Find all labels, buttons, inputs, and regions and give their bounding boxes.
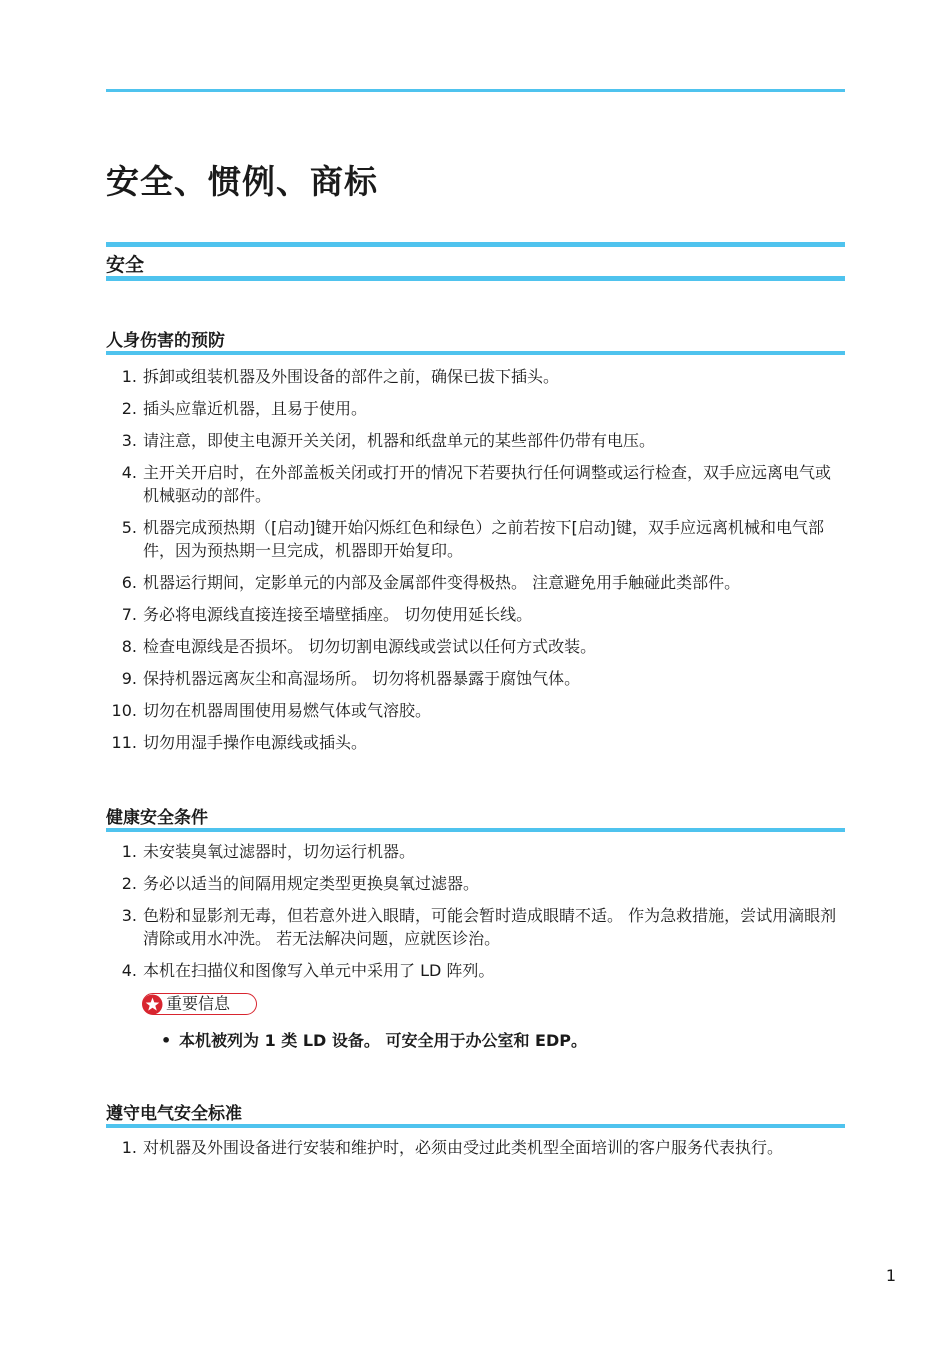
list-item — [106, 699, 845, 722]
item-number: 5. — [121, 518, 137, 537]
important-label: 重要信息 — [166, 994, 231, 1013]
item-number: 8. — [121, 637, 137, 656]
item-text: 检查电源线是否损坏。 切勿切割电源线或尝试以任何方式改装。 — [143, 637, 597, 656]
list-item — [106, 365, 845, 388]
item-number: 1. — [121, 1138, 137, 1157]
list-item — [106, 429, 845, 452]
list-item — [106, 397, 845, 420]
item-text: 机器完成预热期（[启动]键开始闪烁红色和绿色）之前若按下[启动]键，双手应远离机械和电气部件，因为预热期一旦完成，机器即开始复印。 — [143, 518, 824, 560]
item-text: 对机器及外围设备进行安装和维护时，必须由受过此类机型全面培训的客户服务代表执行。 — [143, 1138, 784, 1157]
item-number: 10. — [111, 701, 137, 720]
item-number: 9. — [121, 669, 137, 688]
item-number: 4. — [121, 463, 137, 482]
subheading-title: 遵守电气安全标准 — [106, 1104, 242, 1124]
list-item — [106, 603, 845, 626]
subheading-health-safety — [106, 800, 845, 832]
subheading-personal-injury — [106, 323, 845, 355]
list-item — [106, 731, 845, 754]
item-text: 主开关开启时，在外部盖板关闭或打开的情况下若要执行任何调整或运行检查，双手应远离电气或机械驱动的部件。 — [143, 463, 832, 505]
item-number: 2. — [121, 874, 137, 893]
list-item — [106, 667, 845, 690]
item-text: 插头应靠近机器，且易于使用。 — [143, 399, 368, 418]
item-number: 2. — [121, 399, 137, 418]
page-number: 1 — [885, 1266, 896, 1285]
item-text: 保持机器远离灰尘和高湿场所。 切勿将机器暴露于腐蚀气体。 — [143, 669, 581, 688]
item-number: 1. — [121, 367, 137, 386]
section-header-band — [106, 242, 845, 281]
list-item — [106, 635, 845, 658]
item-number: 7. — [121, 605, 137, 624]
subheading-electrical-safety — [106, 1096, 845, 1128]
star-icon — [142, 994, 163, 1015]
health-safety-list — [106, 840, 845, 991]
electrical-safety-list — [106, 1136, 845, 1168]
item-text: 机器运行期间，定影单元的内部及金属部件变得极热。 注意避免用手触碰此类部件。 — [143, 573, 741, 592]
list-item — [106, 840, 845, 863]
item-number: 3. — [121, 431, 137, 450]
item-text: 本机在扫描仪和图像写入单元中采用了 LD 阵列。 — [143, 961, 495, 980]
item-number: 3. — [121, 906, 137, 925]
personal-injury-list — [106, 365, 845, 763]
list-item — [106, 461, 845, 507]
subheading-title: 人身伤害的预防 — [106, 331, 225, 351]
important-note — [142, 993, 845, 1052]
list-item — [106, 1136, 845, 1159]
list-item — [106, 516, 845, 562]
item-text: 务必以适当的间隔用规定类型更换臭氧过滤器。 — [143, 874, 480, 893]
item-number: 6. — [121, 573, 137, 592]
list-item — [106, 872, 845, 895]
section-title: 安全 — [106, 254, 145, 276]
item-number: 1. — [121, 842, 137, 861]
note-bullet-item — [142, 1029, 845, 1052]
note-text: 本机被列为 1 类 LD 设备。 可安全用于办公室和 EDP。 — [179, 1030, 587, 1050]
item-text: 未安装臭氧过滤器时，切勿运行机器。 — [143, 842, 416, 861]
important-badge — [142, 993, 257, 1015]
page-title: 安全、惯例、商标 — [106, 162, 378, 201]
top-rule — [106, 89, 845, 92]
item-text: 切勿用湿手操作电源线或插头。 — [143, 733, 368, 752]
item-text: 务必将电源线直接连接至墙壁插座。 切勿使用延长线。 — [143, 605, 533, 624]
bullet-glyph: • — [161, 1030, 172, 1050]
item-number: 4. — [121, 961, 137, 980]
subheading-title: 健康安全条件 — [106, 808, 208, 828]
list-item — [106, 571, 845, 594]
item-text: 切勿在机器周围使用易燃气体或气溶胶。 — [143, 701, 432, 720]
item-text: 请注意，即使主电源开关关闭，机器和纸盘单元的某些部件仍带有电压。 — [143, 431, 656, 450]
list-item — [106, 904, 845, 950]
item-text: 拆卸或组装机器及外围设备的部件之前，确保已拔下插头。 — [143, 367, 560, 386]
item-text: 色粉和显影剂无毒，但若意外进入眼睛，可能会暂时造成眼睛不适。 作为急救措施，尝试用滴眼剂清除或用水冲洗。 若无法解决问题，应就医诊治。 — [143, 906, 837, 948]
item-number: 11. — [111, 733, 137, 752]
list-item — [106, 959, 845, 982]
